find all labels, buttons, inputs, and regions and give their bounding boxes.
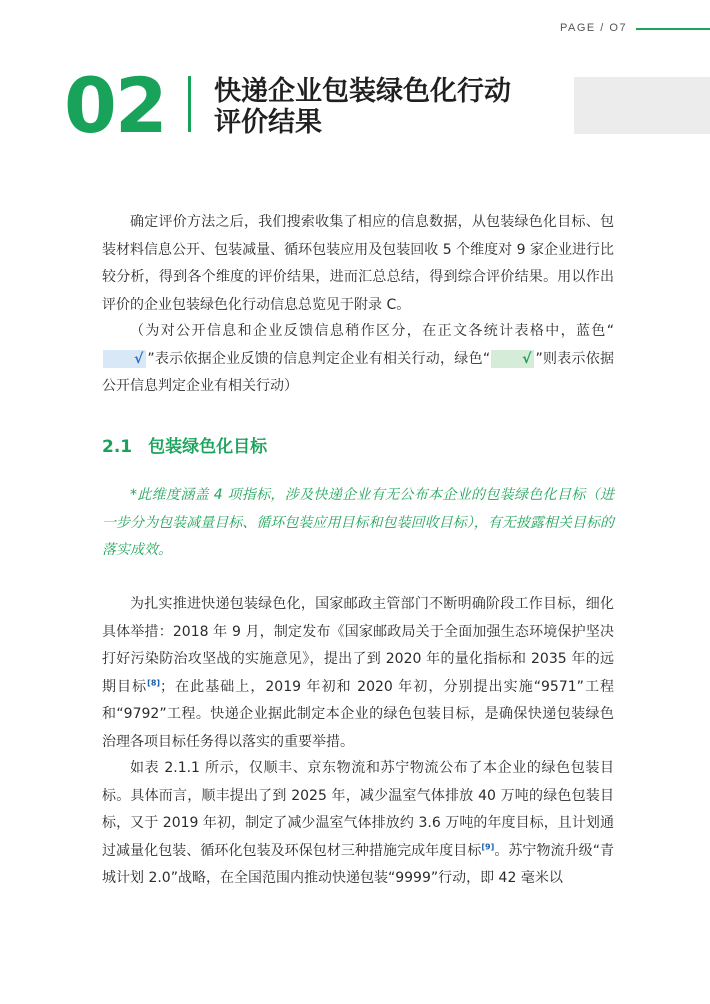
chapter-title: [214, 76, 574, 138]
reference-8: [8]: [147, 677, 161, 687]
green-check-icon: √: [491, 350, 534, 368]
reference-9: [9]: [481, 841, 495, 851]
body-p4-text-2: 。苏宁物流升级“青城计划 2.0”战略，在全国范围内推动快递包装“9999”行动，即 42 毫米以: [102, 842, 614, 886]
chapter-title-line-2: 评价结果: [214, 107, 322, 138]
body-p3-text-1: 为扎实推进快递包装绿色化，国家邮政主管部门不断明确阶段工作目标，细化具体举措：2018 年 9 月，制定发布《国家邮政局关于全面加强生态环境保护坚决打好污染防治攻坚战的实施意见》，提出了到 2020 年的量化指标和 2035 年的远期目标: [102, 596, 614, 695]
section-title: 包装绿色化目标: [148, 437, 268, 457]
page-number-label: PAGE / O7: [560, 22, 628, 34]
body-p4-text-1: 如表 2.1.1 所示，仅顺丰、京东物流和苏宁物流公布了本企业的绿色包装目标。具体而言，顺丰提出了到 2025 年，减少温室气体排放 40 万吨的绿色包装目标，又于 2019 年初，制定了减少温室气体排放约 3.6 万吨的年度目标，且计划通过减量化包装、循环化包装及环保包材三种措施完成年度目标: [102, 760, 614, 859]
body-p3-text-2: ；在此基础上，2019 年初和 2020 年初，分别提出实施“9571”工程和“9792”工程。快递企业据此制定本企业的绿色包装目标，是确保快递包装绿色治理各项目标任务得以落实的重要举措。: [102, 678, 614, 750]
title-divider: [188, 76, 191, 132]
intro-paragraph-2: [102, 318, 614, 401]
chapter-number: 02: [64, 61, 166, 150]
chapter-title-line-1: 快递企业包装绿色化行动: [214, 76, 511, 107]
intro-paragraph-1: [102, 209, 614, 319]
decorative-grey-block: [574, 77, 710, 134]
page-number-rule: [636, 28, 710, 30]
intro-p2-text-3: ”则表示依据公开信息判定企业有相关行动）: [102, 350, 614, 394]
section-number: 2.1: [102, 437, 133, 457]
body-paragraph-3: [102, 591, 614, 756]
body-paragraph-4: [102, 755, 614, 893]
intro-p2-text-1: （为对公开信息和企业反馈信息稍作区分，在正文各统计表格中，蓝色“: [130, 323, 614, 339]
intro-paragraph-1-text: 确定评价方法之后，我们搜索收集了相应的信息数据，从包装绿色化目标、包装材料信息公开、包装减量、循环包装应用及包装回收 5 个维度对 9 家企业进行比较分析，得到各个维度的评价结果，进而汇总总结，得到综合评价结果。用以作出评价的企业包装绿色化行动信息总览见于附录 C。: [102, 214, 614, 313]
section-heading: [102, 432, 267, 457]
blue-check-icon: √: [103, 350, 146, 368]
section-note: *此维度涵盖 4 项指标，涉及快递企业有无公布本企业的包装绿色化目标（进一步分为包装减量目标、循环包装应用目标和包装回收目标），有无披露相关目标的落实成效。: [102, 487, 614, 558]
intro-p2-text-2: ”表示依据企业反馈的信息判定企业有相关行动，绿色“: [147, 350, 491, 367]
